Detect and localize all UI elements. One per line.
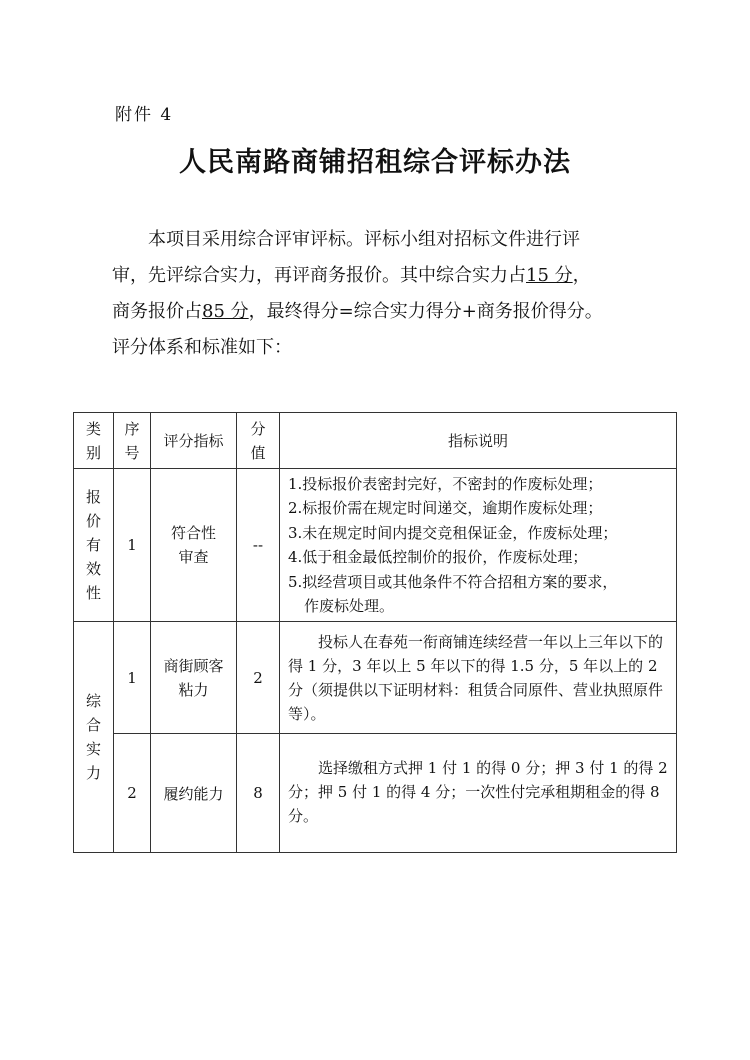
list-item-continuation: 作废标处理。 — [304, 597, 395, 615]
table-row — [74, 622, 677, 734]
price-weight: 85 分 — [202, 301, 249, 322]
list-item: 2.标报价需在规定时间递交，逾期作废标处理； — [288, 499, 603, 517]
header-category: 类 别 — [74, 413, 114, 469]
row-description — [280, 469, 677, 622]
category-price-validity: 报 价 有 效 性 — [74, 469, 114, 622]
list-item: 1.投标报价表密封完好，不密封的作废标处理； — [288, 474, 603, 493]
row-seq: 1 — [114, 622, 151, 734]
intro-line-2-a: 审，先评综合实力，再评商务报价。其中综合实力占 — [112, 265, 526, 286]
intro-line-1: 本项目采用综合评审评标。评标小组对招标文件进行评 — [148, 229, 580, 250]
intro-line-2-b: ， — [572, 265, 591, 286]
table-row — [74, 734, 677, 853]
table-row — [74, 469, 677, 622]
row-indicator: 履约能力 — [151, 734, 237, 853]
intro-line-3-b: ，最终得分=综合实力得分+商务报价得分。 — [248, 301, 603, 322]
attachment-label: 附件 4 — [115, 105, 174, 125]
list-item: 3.未在规定时间内提交竞租保证金，作废标处理； — [288, 523, 618, 542]
header-score: 分 值 — [237, 413, 280, 469]
page-title: 人民南路商铺招租综合评标办法 — [179, 147, 571, 178]
intro-line-4: 评分体系和标准如下： — [112, 337, 292, 358]
intro-line-3 — [112, 294, 652, 330]
header-description: 指标说明 — [280, 413, 677, 469]
intro-line-3-a: 商务报价占 — [112, 301, 202, 322]
list-item: 5.拟经营项目或其他条件不符合招租方案的要求， — [288, 572, 618, 591]
row-seq: 1 — [114, 469, 151, 622]
row-indicator: 商街顾客 粘力 — [151, 622, 237, 734]
list-item: 4.低于租金最低控制价的报价，作废标处理； — [288, 548, 588, 566]
row-seq: 2 — [114, 734, 151, 853]
row-indicator: 符合性 审查 — [151, 469, 237, 622]
intro-paragraph — [112, 222, 652, 366]
row-score: 8 — [237, 734, 280, 853]
row-score: 2 — [237, 622, 280, 734]
header-seq: 序 号 — [114, 413, 151, 469]
strength-weight: 15 分 — [526, 265, 573, 286]
row-description: 投标人在春苑一衔商铺连续经营一年以上三年以下的得 1 分，3 年以上 5 年以下的得 1.5 分，5 年以上的 2 分（须提供以下证明材料：租赁合同原件、营业执照原件等）。 — [280, 622, 677, 734]
header-indicator: 评分指标 — [151, 413, 237, 469]
scoring-table — [73, 412, 677, 853]
category-strength: 综 合 实 力 — [74, 622, 114, 853]
row-score: -- — [237, 469, 280, 622]
intro-line-2 — [112, 258, 652, 294]
table-header-row — [74, 413, 677, 469]
row-description: 选择缴租方式押 1 付 1 的得 0 分；押 3 付 1 的得 2 分；押 5 付 1 的得 4 分；一次性付完承租期租金的得 8 分。 — [280, 734, 677, 853]
